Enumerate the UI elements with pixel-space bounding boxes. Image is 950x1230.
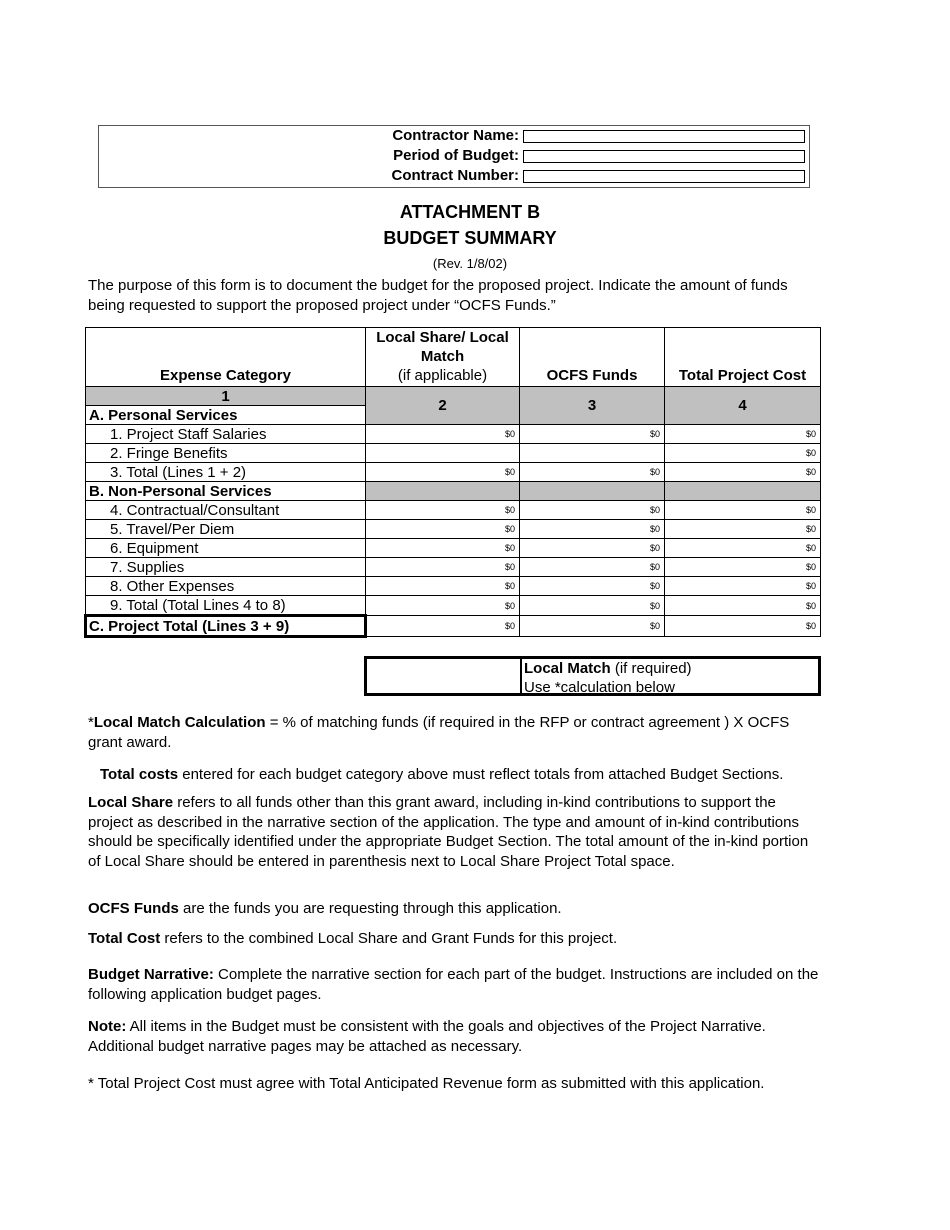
footnote: * Total Project Cost must agree with Total Anticipated Revenue form as submitted with this application. [88, 1075, 765, 1092]
local-share-note [88, 793, 823, 871]
table-row [86, 558, 821, 577]
header-local-share-line2: Match [420, 348, 465, 365]
row-label: 2. Fringe Benefits [86, 444, 366, 463]
column-number-4: 4 [665, 387, 821, 425]
row-label: 5. Travel/Per Diem [86, 520, 366, 539]
table-row [86, 539, 821, 558]
total-cost-note [88, 929, 823, 949]
contract-number-label: Contract Number: [391, 167, 519, 184]
column-number-2: 2 [366, 387, 520, 425]
ocfs-funds-cell[interactable]: $0 [520, 501, 665, 520]
budget-summary-table [84, 327, 821, 638]
contractor-name-field[interactable] [523, 130, 805, 143]
total-costs-title: Total costs [100, 766, 179, 783]
local-share-text: refers to all funds other than this grant award, including in-kind contributions to support the project as described in the narrative section of the application. The type and amount of in-kind contributions should be specifically identified under the appropriate Budget Section. The total amount of the in-kind portion of Local Share should be entered in parenthesis next to Local Share Project Total space. [88, 794, 809, 870]
local-share-cell[interactable]: $0 [366, 558, 520, 577]
period-field[interactable] [523, 150, 805, 163]
project-total-local: $0 [366, 616, 520, 637]
total-cost-text: refers to the combined Local Share and Grant Funds for this project. [160, 930, 618, 947]
total-costs-text: entered for each budget category above must reflect totals from attached Budget Sections. [178, 766, 784, 783]
row-label: 3. Total (Lines 1 + 2) [86, 463, 366, 482]
table-row [86, 596, 821, 616]
header-ocfs-funds: OCFS Funds [520, 328, 665, 387]
local-share-cell[interactable] [366, 444, 520, 463]
calc-title: Local Match Calculation [93, 714, 266, 731]
table-row [86, 501, 821, 520]
column-number-1: 1 [86, 387, 366, 406]
ocfs-funds-title: OCFS Funds [88, 900, 179, 917]
total-cost-cell: $0 [665, 444, 821, 463]
note-text: All items in the Budget must be consistent with the goals and objectives of the Project Narrative. Additional budget narrative pages may be attached as necessary. [88, 1018, 766, 1055]
page-subtitle: BUDGET SUMMARY [383, 228, 557, 248]
total-cost-cell: $0 [665, 463, 821, 482]
section-b-shaded-cell [520, 482, 665, 501]
local-share-cell[interactable]: $0 [366, 501, 520, 520]
contract-number-field[interactable] [523, 170, 805, 183]
project-total-label: C. Project Total (Lines 3 + 9) [86, 616, 366, 637]
ocfs-funds-cell[interactable]: $0 [520, 558, 665, 577]
page-title: ATTACHMENT B [399, 202, 541, 222]
consistency-note [88, 1017, 823, 1056]
local-match-title: Local Match [524, 660, 611, 677]
table-row [86, 425, 821, 444]
ocfs-funds-cell: $0 [520, 463, 665, 482]
row-label: 4. Contractual/Consultant [86, 501, 366, 520]
header-local-share-line1: Local Share/ Local [376, 329, 509, 346]
header-local-share-line3: (if applicable) [397, 367, 488, 384]
section-b-row [86, 482, 821, 501]
header-local-share [366, 328, 520, 387]
ocfs-funds-cell[interactable] [520, 444, 665, 463]
row-label: 8. Other Expenses [86, 577, 366, 596]
ocfs-funds-cell[interactable]: $0 [520, 520, 665, 539]
calc-prefix: * [88, 714, 94, 731]
budget-narrative-note [88, 965, 823, 1004]
local-share-cell: $0 [366, 596, 520, 616]
period-row [99, 146, 809, 166]
local-share-cell: $0 [366, 463, 520, 482]
total-cost-cell: $0 [665, 520, 821, 539]
period-label: Period of Budget: [393, 147, 519, 164]
ocfs-funds-text: are the funds you are requesting through this application. [178, 900, 562, 917]
local-share-title: Local Share [88, 794, 174, 811]
local-match-calculation-note [88, 713, 823, 752]
column-number-3: 3 [520, 387, 665, 425]
row-label: 1. Project Staff Salaries [86, 425, 366, 444]
total-cost-cell: $0 [665, 577, 821, 596]
ocfs-funds-cell[interactable]: $0 [520, 577, 665, 596]
local-share-cell[interactable]: $0 [366, 539, 520, 558]
local-match-instruction: Use *calculation below [524, 679, 675, 696]
ocfs-funds-cell[interactable]: $0 [520, 425, 665, 444]
local-match-divider [520, 659, 522, 693]
table-row [86, 463, 821, 482]
table-row [86, 444, 821, 463]
header-total-cost: Total Project Cost [665, 328, 821, 387]
total-cost-cell: $0 [665, 539, 821, 558]
section-b-shaded-cell [366, 482, 520, 501]
contractor-name-label: Contractor Name: [392, 127, 519, 144]
total-costs-note [100, 765, 835, 785]
budget-narrative-title: Budget Narrative: [88, 966, 214, 983]
total-cost-cell: $0 [665, 501, 821, 520]
row-label: 7. Supplies [86, 558, 366, 577]
purpose-text: The purpose of this form is to document the budget for the proposed project. Indicate the amount of funds being requested to support the proposed project under “OCFS Funds.” [88, 277, 788, 314]
budget-narrative-text: Complete the narrative section for each part of the budget. Instructions are included on the following application budget pages. [88, 966, 819, 1003]
table-header-row [86, 328, 821, 387]
local-match-qualifier: (if required) [610, 660, 692, 677]
project-total-row [86, 616, 821, 637]
revision-label: (Rev. 1/8/02) [432, 256, 508, 271]
column-number-row [86, 387, 821, 406]
section-b-label: B. Non-Personal Services [86, 482, 366, 501]
local-share-cell[interactable]: $0 [366, 577, 520, 596]
local-share-cell[interactable]: $0 [366, 425, 520, 444]
ocfs-funds-cell: $0 [520, 596, 665, 616]
section-b-shaded-cell [665, 482, 821, 501]
table-row [86, 520, 821, 539]
contractor-info-box [98, 125, 810, 188]
total-cost-cell: $0 [665, 425, 821, 444]
ocfs-funds-cell[interactable]: $0 [520, 539, 665, 558]
section-a-label: A. Personal Services [86, 406, 366, 425]
contractor-name-row [99, 126, 809, 146]
contract-number-row [99, 166, 809, 186]
local-share-cell[interactable]: $0 [366, 520, 520, 539]
local-match-input[interactable] [367, 659, 520, 693]
header-expense-category: Expense Category [86, 328, 366, 387]
total-cost-title: Total Cost [88, 930, 161, 947]
row-label: 6. Equipment [86, 539, 366, 558]
row-label: 9. Total (Total Lines 4 to 8) [86, 596, 366, 616]
local-match-label [524, 659, 692, 697]
ocfs-funds-note [88, 899, 823, 919]
calc-text: = % of matching funds (if required in the RFP or contract agreement ) X OCFS grant award. [88, 714, 790, 751]
local-match-box [364, 656, 821, 696]
project-total-total: $0 [665, 616, 821, 637]
total-cost-cell: $0 [665, 558, 821, 577]
project-total-ocfs: $0 [520, 616, 665, 637]
table-row [86, 577, 821, 596]
note-title: Note: [88, 1018, 127, 1035]
total-cost-cell: $0 [665, 596, 821, 616]
